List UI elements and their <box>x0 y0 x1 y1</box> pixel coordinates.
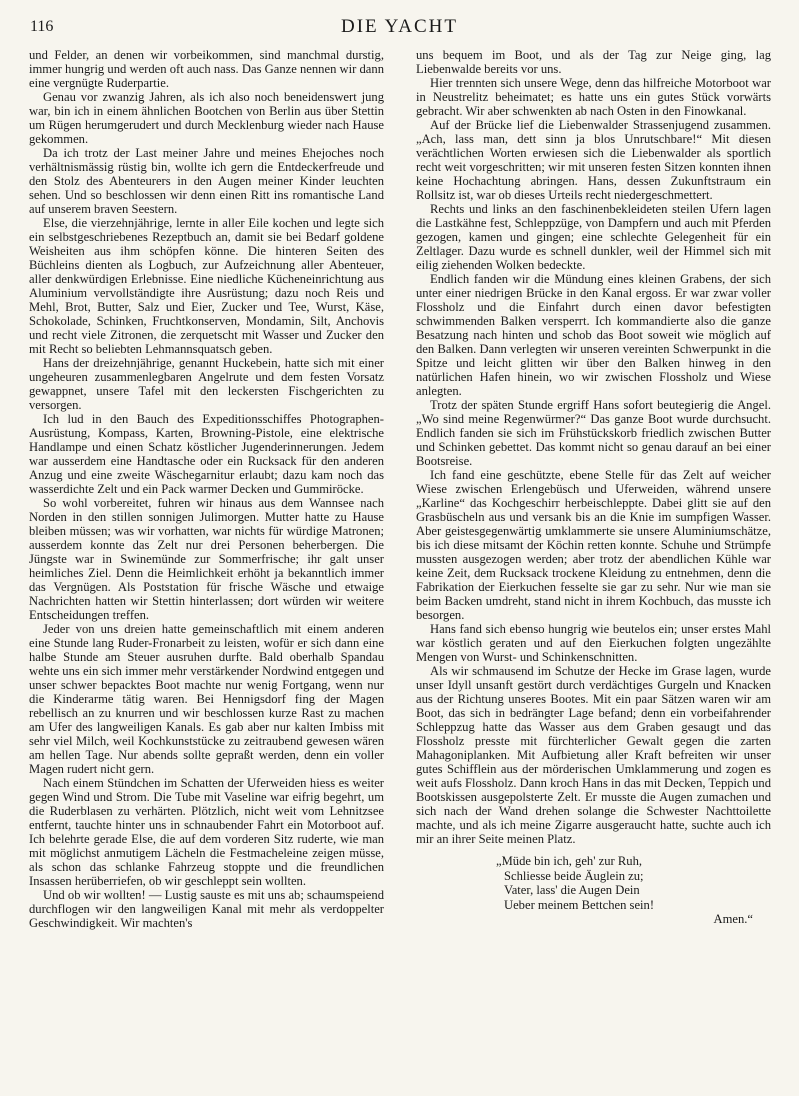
paragraph: Und ob wir wollten! — Lustig sauste es mit uns ab; schaumspeiend durchflogen wir den langweiligen Kanal mit mehr als verdoppelter Geschwindigkeit. Wir machten's <box>29 888 384 930</box>
paragraph: Hans der dreizehnjährige, genannt Huckebein, hatte sich mit einer ungeheuren zusammenlegbaren Angelrute und dem festen Vorsatz gewappnet, unsere Tafel mit den leckersten Fischgerichten zu versorgen. <box>29 356 384 412</box>
paragraph: Jeder von uns dreien hatte gemeinschaftlich mit einem anderen eine Stunde lang Ruder-Fronarbeit zu leisten, wofür er sich dann eine halbe Stunde am Steuer ausruhen durfte. Bald oberhalb Spandau wehte uns ein sich immer mehr verstärkender Nordwind entgegen und unser schwer bepacktes Boot machte nur wenig Fortgang, wenn nur die Kinderarme tätig waren. Bei Hennigsdorf fing der Magen rebellisch an zu knurren und wir beschlossen kurze Rast zu machen am Ufer des langweiligen Kanals. Es gab aber nur kalten Imbiss mit sehr viel Milch, weil Kochkunststücke zu zeitraubend gewesen wären am hellen Tage. Nur abends sollte gepraßt werden, denn ein voller Magen rudert nicht gern. <box>29 622 384 776</box>
paragraph: Nach einem Stündchen im Schatten der Uferweiden hiess es weiter gegen Wind und Strom. Die Tube mit Vaseline war eifrig begehrt, um die Ruderblasen zu verhärten. Plötzlich, nicht weit vom Lehnitzsee entfernt, tauchte hinter uns in schnaubender Fahrt ein Motorboot auf. Ich belehrte gerade Else, die auf dem vorderen Sitz ruderte, wie man mit möglichst anmutigem Lächeln die Festmacheleine zeigen müsse, als schon das schlanke Fahrzeug stoppte und die freundlichen Insassen herüberriefen, ob wir geschleppt sein wollten. <box>29 776 384 888</box>
poem-line: Schliesse beide Äuglein zu; <box>504 868 644 883</box>
paragraph: Ich fand eine geschützte, ebene Stelle für das Zelt auf weicher Wiese zwischen Erlengebüsch und Uferweiden, während unsere „Karline“ das Kochgeschirr herbeischleppte. Dabei glitt sie auf den Grasbüscheln aus und versank bis an die Knie im sumpfigen Wasser. Aber geistesgegenwärtig umklammerte sie unsere Aluminiumschätze, bis ich diese mitsamt der Köchin retten konnte. Schuhe und Strümpfe mussten ausgezogen werden; aber trotz der abendlichen Kühle war keine Zeit, dem Rucksack trockene Kleidung zu entnehmen, denn die Fabrikation der Eierkuchen fesselte sie gar zu sehr. Nur wie man sie beim Backen umdreht, stand nicht in ihrem Kochbuch, das musste ich besorgen. <box>416 468 771 622</box>
paragraph: Genau vor zwanzig Jahren, als ich also noch beneidenswert jung war, bin ich in einem ähnlichen Bootchen von Berlin aus über Stettin um Rügen herumgerudert und durch Mecklenburg wieder nach Hause gekommen. <box>29 90 384 146</box>
paragraph: Auf der Brücke lief die Liebenwalder Strassenjugend zusammen. „Ach, lass man, dett sinn ja blos Unrutschbare!“ Mit diesen verächtlichen Worten erwiesen sich die Liebenwalder als sportlich recht weit vorgeschritten; wir mit unseren festen Sitzen konnten ihnen keine Hochachtung abringen. Hans, dessen Zukunftstraum ein Rollsitz ist, war ob dieses Urteils recht niedergeschmettert. <box>416 118 771 202</box>
right-column-paragraphs <box>416 48 771 846</box>
paragraph: Else, die vierzehnjährige, lernte in aller Eile kochen und legte sich ein selbstgeschriebenes Rezeptbuch an, damit sie bei Bedarf goldene Weisheiten aus ihm schöpfen könne. Die hinteren Seiten des Büchleins dienten als Logbuch, zur Aufzeichnung aller Abenteuer, aller denkwürdigen Erlebnisse. Eine niedliche Kücheneinrichtung aus Aluminium vervollständigte ihre Ausrüstung; dazu noch Reis und Mehl, Brot, Butter, Salz und Eier, Zucker und Tee, Wurst, Käse, Schokolade, Schinken, Fruchtkonserven, Mondamin, Silt, Anchovis und recht viele Zitronen, die zerquetscht mit Wasser und Zucker den mit Recht so beliebten Lehmannsquatsch geben. <box>29 216 384 356</box>
page-header <box>30 14 769 44</box>
paragraph: Hans fand sich ebenso hungrig wie beutelos ein; unser erstes Mahl war köstlich geraten und auf den Eierkuchen folgten ungezählte Mengen von Wurst- und Schinkenschnitten. <box>416 622 771 664</box>
poem-line: „Müde bin ich, geh' zur Ruh, <box>496 854 643 868</box>
running-title: DIE YACHT <box>340 16 459 37</box>
paragraph: Ich lud in den Bauch des Expeditionsschiffes Photographen-Ausrüstung, Kompass, Karten, Browning-Pistole, eine elektrische Handlampe und einen Schatz köstlicher Jugenderinnerungen. Jedem war ausserdem eine Handtasche oder ein Rucksack für den anderen Anzug und eine zweite Wäschegarnitur erlaubt; dazu kam noch das wasserdichte Zelt und ein Pack warmer Decken und Gummiröcke. <box>29 412 384 496</box>
paragraph: Hier trennten sich unsere Wege, denn das hilfreiche Motorboot war in Neustrelitz beheimatet; es hatte uns ein gutes Stück vorwärts gebracht. Wir aber schwenkten ab nach Osten in den Finowkanal. <box>416 76 771 118</box>
paragraph: Rechts und links an den faschinenbekleideten steilen Ufern lagen die Lastkähne fest, Schleppzüge, von Dampfern und auch mit Pferden gezogen, kamen und gingen; eine schlechte Gelegenheit für ein Zeltlager. Dazu wurde es schnell dunkler, weil der Himmel sich mit eilig ziehenden Wolken bedeckte. <box>416 202 771 272</box>
poem-signoff: Amen.“ <box>713 912 753 927</box>
poem-line: Vater, lass' die Augen Dein <box>504 883 640 898</box>
paragraph: Als wir schmausend im Schutze der Hecke im Grase lagen, wurde unser Idyll unsanft gestört durch verdächtiges Gurgeln und Knacken aus der Richtung unseres Bootes. Mit ein paar Sätzen waren wir am Boot, das sich in bedrängter Lage befand; denn ein vorbeifahrender Schleppzug hatte das Wasser aus dem Graben gesaugt und das Flossholz presste mit fürchterlicher Gewalt gegen die zarten Mahagoniplanken. Mit Aufbietung aller Kraft befreiten wir unser gutes Schifflein aus der mörderischen Umklammerung und zogen es weit aufs Flossholz. Dann kroch Hans in das mit Decken, Teppich und Bootskissen ausgepolsterte Zelt. Er musste die Augen zumachen und sich nach der Wand drehen solange die Schwester Nachttoilette machte, und als ich meine Zigarre ausgeraucht hatte, suchte auch ich mir an ihrer Seite meinen Platz. <box>416 664 771 846</box>
right-column <box>416 48 771 927</box>
poem-line: Ueber meinem Bettchen sein! <box>504 897 655 912</box>
paragraph: Da ich trotz der Last meiner Jahre und meines Ehejoches noch verhältnismässig rüstig bin, wollte ich gern die Entdeckerfreude und den Stolz des Abenteurers in den Augen meiner Kinder leuchten sehen. Und so beschlossen wir denn einen Ritt ins romantische Land auf unserem braven Seestern. <box>29 146 384 216</box>
paragraph: Trotz der späten Stunde ergriff Hans sofort beutegierig die Angel. „Wo sind meine Regenwürmer?“ Das ganze Boot wurde durchsucht. Endlich fanden sie sich im Frühstückskorb friedlich zwischen Butter und Schinken gebettet. Das kommt nicht so genau darauf an bei einer Bootsreise. <box>416 398 771 468</box>
poem <box>496 854 771 927</box>
paragraph: uns bequem im Boot, und als der Tag zur Neige ging, lag Liebenwalde bereits vor uns. <box>416 48 771 76</box>
left-column <box>29 48 384 930</box>
page-number: 116 <box>30 18 54 35</box>
paragraph: Endlich fanden wir die Mündung eines kleinen Grabens, der sich unter einer niedrigen Brücke in den Kanal ergoss. Er war zwar voller Flossholz und die Einfahrt durch einen davor befestigten schwimmenden Balken versperrt. Ich kommandierte also die ganze Besatzung nach hinten und schob das Boot soweit wie möglich auf den Balken. Dann verlegten wir unseren vereinten Schwerpunkt in die Spitze und leicht glitten wir über den Balken hinweg in den natürlichen Hafen hinein, wo wir zwischen Flossholz und Wiese anlegten. <box>416 272 771 398</box>
paragraph: und Felder, an denen wir vorbeikommen, sind manchmal durstig, immer hungrig und werden oft auch nass. Das Ganze nennen wir dann eine vergnügte Ruderpartie. <box>29 48 384 90</box>
paragraph: So wohl vorbereitet, fuhren wir hinaus aus dem Wannsee nach Norden in den stillen sonnigen Julimorgen. Mutter hatte zu Hause bleiben müssen; was wir vorhatten, war nichts für würdige Matronen; ausserdem konnte das Zelt nur drei Personen beherbergen. Die Jüngste war in Swinemünde zur Sommerfrische; ihr galt unser heimliches Ziel. Denn die Heimlichkeit erhöht ja bekanntlich immer das Vergnügen. Als Poststation für frische Wäsche und etwaige Nachrichten hatten wir Stettin hinterlassen; dort würden wir weitere Entscheidungen treffen. <box>29 496 384 622</box>
